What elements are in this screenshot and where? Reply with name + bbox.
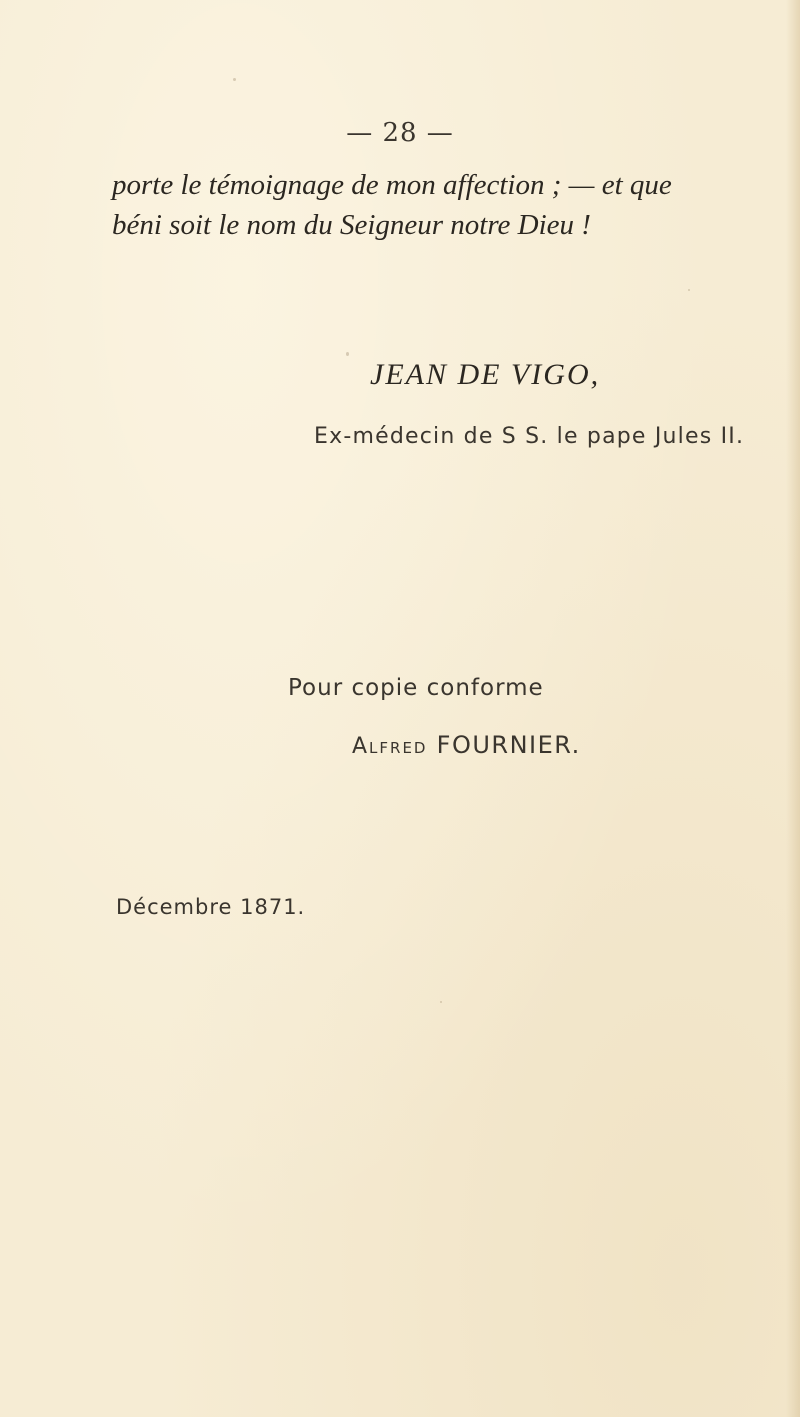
signature-name: JEAN DE VIGO, <box>370 358 601 391</box>
copy-attestation: Pour copie conforme <box>288 675 544 701</box>
text-line-1 <box>112 165 752 205</box>
signature-title: Ex-médecin de S S. le pape Jules II. <box>314 424 745 449</box>
copier-first-name: Alfred <box>352 734 428 759</box>
date-line: Décembre 1871. <box>116 895 306 919</box>
copier-name <box>352 731 581 759</box>
text-line-2: béni soit le nom du Seigneur notre Dieu ! <box>112 209 591 241</box>
paper-speck <box>233 78 236 81</box>
text-line-1-start: porte le témoignage de mon <box>112 169 444 201</box>
copier-last-name: FOURNIER. <box>436 731 581 759</box>
page-number: — 28 — <box>346 118 454 148</box>
paper-speck <box>346 352 349 356</box>
paper-speck <box>688 289 690 291</box>
paper-speck <box>440 1001 442 1003</box>
page-edge-shadow <box>786 0 800 1417</box>
text-line-1-end: ; — et que <box>544 169 672 201</box>
text-line-1-emphasis: affection <box>443 169 545 201</box>
